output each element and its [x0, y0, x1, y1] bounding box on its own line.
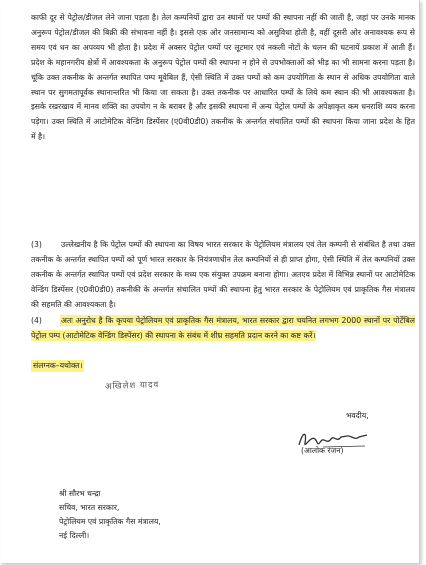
signer-name: (आलोक रंजन) — [301, 446, 344, 455]
paragraph-3-number: (3) — [31, 240, 42, 249]
paragraph-4 — [31, 314, 415, 344]
enclosure-note: संलग्नक–यथोक्त। — [33, 361, 83, 370]
valediction: भवदीय, — [346, 411, 369, 420]
addressee-name: श्री सौरभ चन्द्रा — [59, 489, 101, 498]
paragraph-3-text: उल्लेखनीय है कि पेट्रोल पम्पों की स्थापना का विषय भारत सरकार के पेट्रोलियम मंत्रालय एवं तेल कम्पनी से संबंधित है तथा उक्त तकनीक के अन्तर्गत स्थापित पम्पों को पूर्ण भारत सरकार के नियंत्रणाधीन तेल कम्पनियों से ही प्राप्त होगा, ऐसी स्थिति में तेल कम्पनियों उक्त तकनीक के अन्तर्गत स्थापित पम्पों एवं प्रदेश सरकार के मध्य एक संयुक्त उपक्रम बनाना होगा। अतएव प्रदेश में विभिन्न स्थानों पर आटोमेटिक वेन्डिंग डिस्पेंसर (ए0वी0डी0) तकनीकी के अन्तर्गत संचालित पम्पों की स्थापना हेतु भारत सरकार के पेट्रोलियम एवं प्राकृतिक गैस मंत्रालय की सहमति की आवश्यकता है। — [31, 240, 415, 309]
addressee-title: सचिव, भारत सरकार, — [59, 503, 120, 512]
handwritten-stamp: अखिलेश यादव — [104, 380, 160, 392]
paragraph-2: काफी दूर से पेट्रोल/डीजल लेने जाना पड़ता है। तेल कम्पनियों द्वारा उन स्थानों पर पम्पों की स्थापना नहीं की जाती है, जहां पर उनके मानक अनुरूप पेट्रोल/डीजल की बिक्री की संभावना नहीं है। इससे एक ओर जनसामान्य को असुविधा होती है, वहीं दूसरी ओर अनावश्यक रूप से समय एवं धन का अपव्यय भी होता है। प्रदेश में अक्सर पेट्रोल पम्पों पर लूटमार एवं नकली नोटों के चलन की घटनायें प्रकाश में आती हैं। प्रदेश के महानगरीय क्षेत्रों में आवश्यकता के अनुरूप पेट्रोल पम्पों की स्थापना न होने से उपभोक्ताओं को भीड़ का भी सामना करना पड़ता है। चूंकि उक्त तकनीक के अन्तर्गत स्थापित पम्प मूवेबिल हैं, ऐसी स्थिति में उक्त पम्पों को कम उपयोगिता के स्थान से अधिक उपयोगिता वाले स्थान पर सुगमतापूर्वक स्थानान्तरित भी किया जा सकता है। उक्त तकनीक पर आधारित पम्पों के लिये कम स्थान की भी आवश्यकता है। इसके रखरखाव में मानव शक्ति का उपयोग न के बराबर है और इसकी स्थापना में अन्य पेट्रोल पम्पों के अपेक्षाकृत कम धनराशि व्यय करना पड़ेगा। उक्त स्थिति में आटोमेटिक वेन्डिंग डिस्पेंसर (ए0वी0डी0) तकनीक के अन्तर्गत संचालित पम्पों की स्थापना किया जाना प्रदेश के हित में है। — [31, 13, 415, 142]
paragraph-4-highlighted-request: अतः अनुरोध है कि कृपया पेट्रोलियम एवं प्राकृतिक गैस मंत्रालय, भारत सरकार द्वारा चयनित लगभग 2000 स्थानों पर पोर्टेबिल पेट्रोल पम्प (आटोमेटिक वेन्डिंग डिस्पेंसर) की स्थापना के संबंध में शीघ्र सहमति प्रदान करने का कष्ट करें। — [31, 316, 415, 340]
letter-page — [1, 0, 420, 564]
addressee-city: नई दिल्ली। — [59, 531, 90, 540]
addressee-ministry: पेट्रोलियम एवं प्राकृतिक गैस मंत्रालय, — [59, 517, 161, 526]
paragraph-3 — [31, 238, 415, 313]
paragraph-4-number: (4) — [31, 316, 42, 325]
